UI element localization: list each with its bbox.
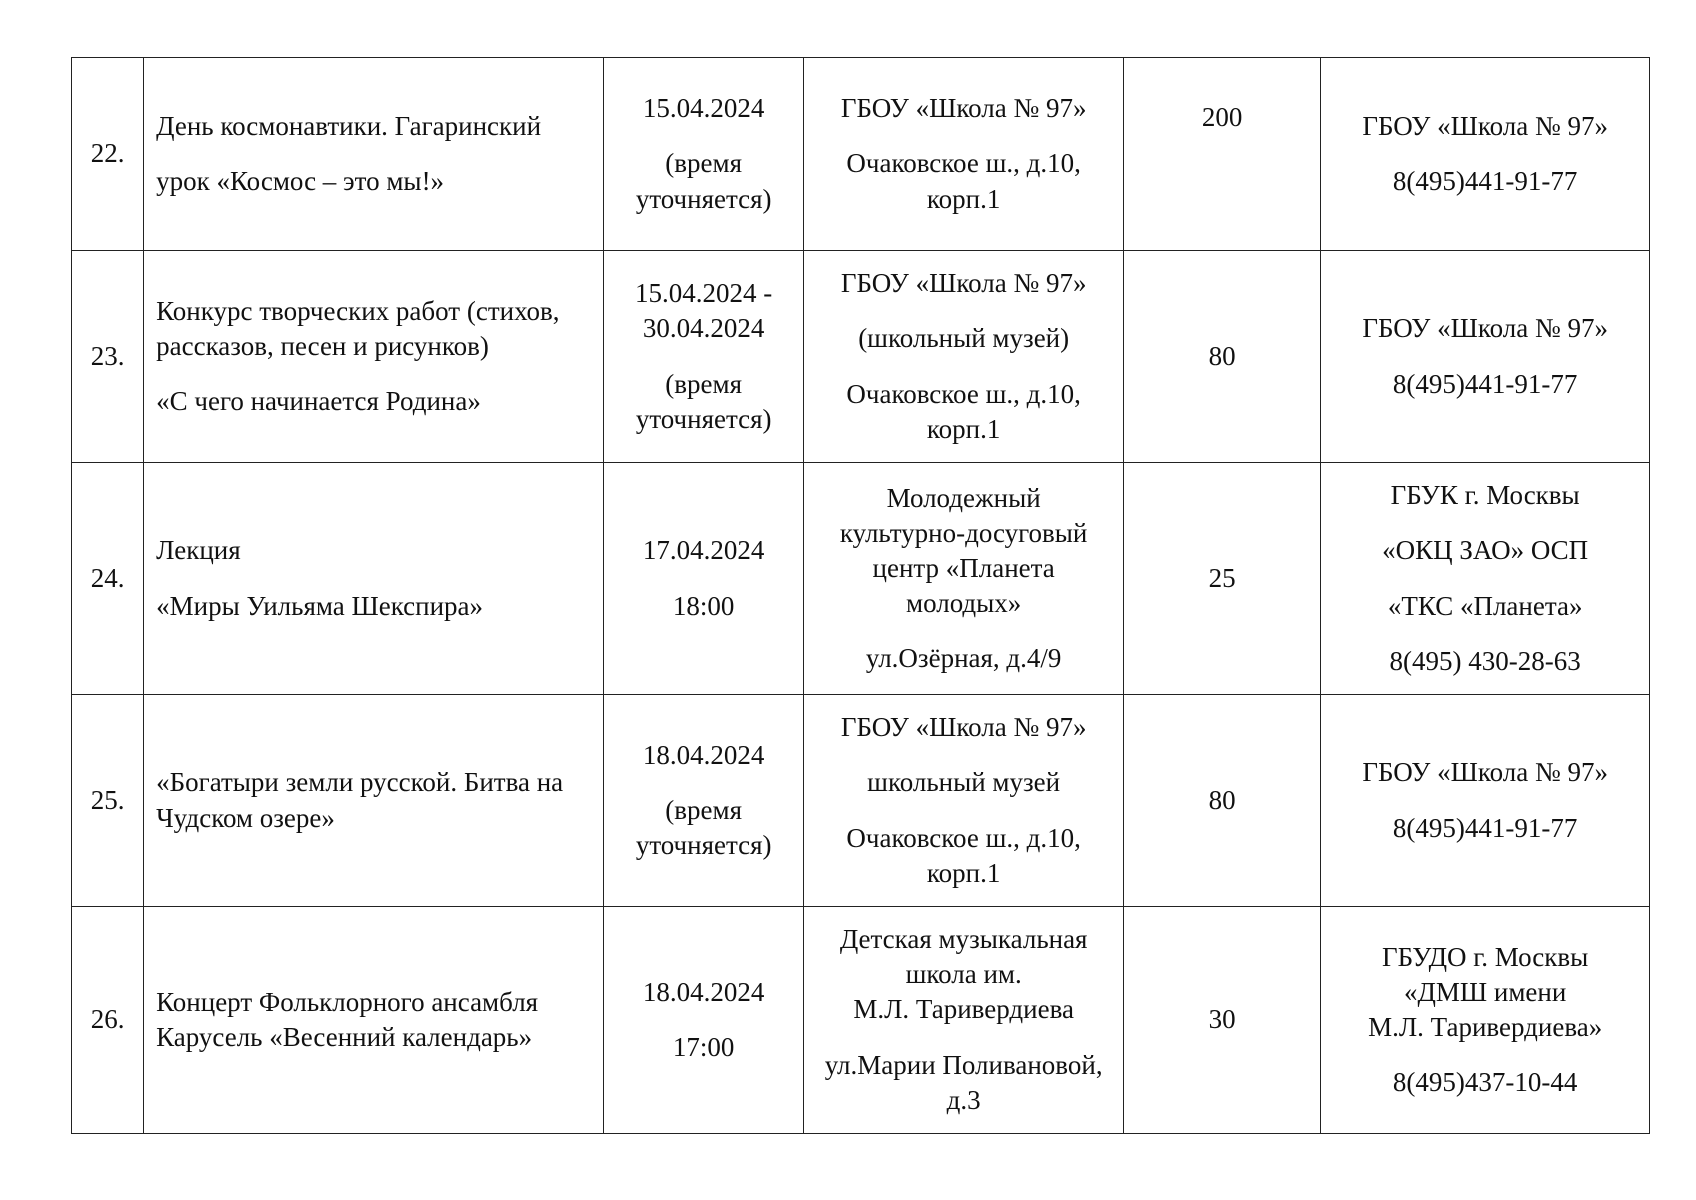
row-number: 22. <box>72 58 144 251</box>
event-date-line: 15.04.2024 - <box>635 278 773 309</box>
event-date-line: 18:00 <box>672 590 735 621</box>
event-organizer-line: 8(495)441-91-77 <box>1392 812 1578 843</box>
event-organizer-line: ГБОУ «Школа № 97» <box>1362 313 1608 344</box>
row-number: 25. <box>72 695 144 907</box>
event-title-line: День космонавтики. Гагаринский <box>156 110 542 141</box>
event-date-line: 30.04.2024 <box>642 313 765 344</box>
event-venue-line: культурно-досуговый <box>839 517 1088 548</box>
event-date <box>603 695 803 907</box>
event-organizer-line: 8(495)441-91-77 <box>1392 368 1578 399</box>
event-date-line: (время <box>665 794 743 825</box>
event-venue-line: ГБОУ «Школа № 97» <box>840 268 1087 299</box>
table-row <box>72 695 1650 907</box>
table-row <box>72 58 1650 251</box>
event-title <box>144 251 604 463</box>
event-organizer-line: «ДМШ имени <box>1403 976 1567 1007</box>
event-title-line: рассказов, песен и рисунков) <box>156 330 489 361</box>
event-venue-line: Молодежный <box>886 482 1041 513</box>
event-date-line: 18.04.2024 <box>642 976 765 1007</box>
event-venue <box>804 463 1124 695</box>
event-venue-line: ГБОУ «Школа № 97» <box>840 93 1087 124</box>
event-organizer-line: М.Л. Таривердиева» <box>1368 1012 1603 1042</box>
event-date-line: (время <box>665 368 743 399</box>
event-venue-line: Детская музыкальная <box>839 924 1088 955</box>
event-title-line: «С чего начинается Родина» <box>156 386 481 417</box>
event-venue-line: М.Л. Таривердиева <box>853 994 1074 1025</box>
event-date <box>603 463 803 695</box>
table-row <box>72 251 1650 463</box>
event-organizer <box>1321 58 1650 251</box>
event-date-line: 17.04.2024 <box>642 535 765 566</box>
event-venue <box>804 907 1124 1134</box>
event-venue-line: школа им. <box>905 959 1022 990</box>
event-date-line: (время <box>665 148 743 179</box>
event-venue-line: центр «Планета <box>872 552 1055 583</box>
event-venue <box>804 695 1124 907</box>
row-number: 24. <box>72 463 144 695</box>
event-venue-line: школьный музей <box>867 767 1061 798</box>
event-venue <box>804 251 1124 463</box>
event-date <box>603 58 803 251</box>
event-title-line: Конкурс творческих работ (стихов, <box>156 295 560 326</box>
table-row <box>72 463 1650 695</box>
event-venue-line: корп.1 <box>926 413 1001 444</box>
participant-count: 80 <box>1123 695 1320 907</box>
event-organizer <box>1321 463 1650 695</box>
event-date-line: уточняется) <box>635 830 772 861</box>
event-date <box>603 907 803 1134</box>
event-venue-line: д.3 <box>946 1084 981 1115</box>
event-venue-line: ул.Марии Поливановой, <box>824 1049 1103 1080</box>
event-organizer-line: ГБУДО г. Москвы <box>1382 941 1589 972</box>
event-organizer-line: «ТКС «Планета» <box>1387 590 1583 621</box>
event-organizer-line: ГБУК г. Москвы <box>1390 480 1580 511</box>
participant-count: 200 <box>1123 58 1320 251</box>
event-venue-line: Очаковское ш., д.10, <box>846 822 1081 853</box>
event-title-line: «Богатыри земли русской. Битва на <box>156 767 564 798</box>
event-organizer-line: 8(495) 430-28-63 <box>1389 645 1581 676</box>
event-date-line: уточняется) <box>635 183 772 214</box>
event-date-line: 18.04.2024 <box>642 739 765 770</box>
event-title-line: Чудском озере» <box>156 802 335 833</box>
event-venue-line: корп.1 <box>926 857 1001 888</box>
event-title-line: Карусель «Весенний календарь» <box>156 1022 533 1052</box>
event-organizer-line: ГБОУ «Школа № 97» <box>1362 757 1608 788</box>
event-date <box>603 251 803 463</box>
event-venue-line: Очаковское ш., д.10, <box>846 378 1081 409</box>
event-venue-line: ул.Озёрная, д.4/9 <box>865 643 1062 674</box>
participant-count: 25 <box>1123 463 1320 695</box>
event-title <box>144 907 604 1134</box>
events-table <box>71 57 1650 1134</box>
event-organizer-line: 8(495)437-10-44 <box>1392 1067 1578 1098</box>
participant-count: 30 <box>1123 907 1320 1134</box>
event-venue <box>804 58 1124 251</box>
event-title-line: Концерт Фольклорного ансамбля <box>156 986 539 1017</box>
event-organizer-line: «ОКЦ ЗАО» ОСП <box>1382 535 1589 566</box>
event-organizer <box>1321 907 1650 1134</box>
event-title-line: «Миры Уильяма Шекспира» <box>156 590 484 621</box>
event-date-line: 15.04.2024 <box>642 93 765 124</box>
table-row <box>72 907 1650 1134</box>
event-venue-line: Очаковское ш., д.10, <box>846 148 1081 179</box>
event-venue-line: молодых» <box>906 588 1022 619</box>
event-venue-line: ГБОУ «Школа № 97» <box>840 712 1087 743</box>
event-organizer <box>1321 695 1650 907</box>
event-venue-line: (школьный музей) <box>858 323 1070 354</box>
row-number: 23. <box>72 251 144 463</box>
event-venue-line: корп.1 <box>926 183 1001 214</box>
row-number: 26. <box>72 907 144 1134</box>
event-title <box>144 695 604 907</box>
event-date-line: 17:00 <box>672 1032 735 1062</box>
event-title <box>144 58 604 251</box>
event-organizer <box>1321 251 1650 463</box>
event-organizer-line: ГБОУ «Школа № 97» <box>1362 110 1608 141</box>
event-title <box>144 463 604 695</box>
event-organizer-line: 8(495)441-91-77 <box>1392 166 1578 196</box>
event-title-line: Лекция <box>156 535 241 566</box>
event-date-line: уточняется) <box>635 403 772 434</box>
event-title-line: урок «Космос – это мы!» <box>156 166 445 196</box>
participant-count: 80 <box>1123 251 1320 463</box>
